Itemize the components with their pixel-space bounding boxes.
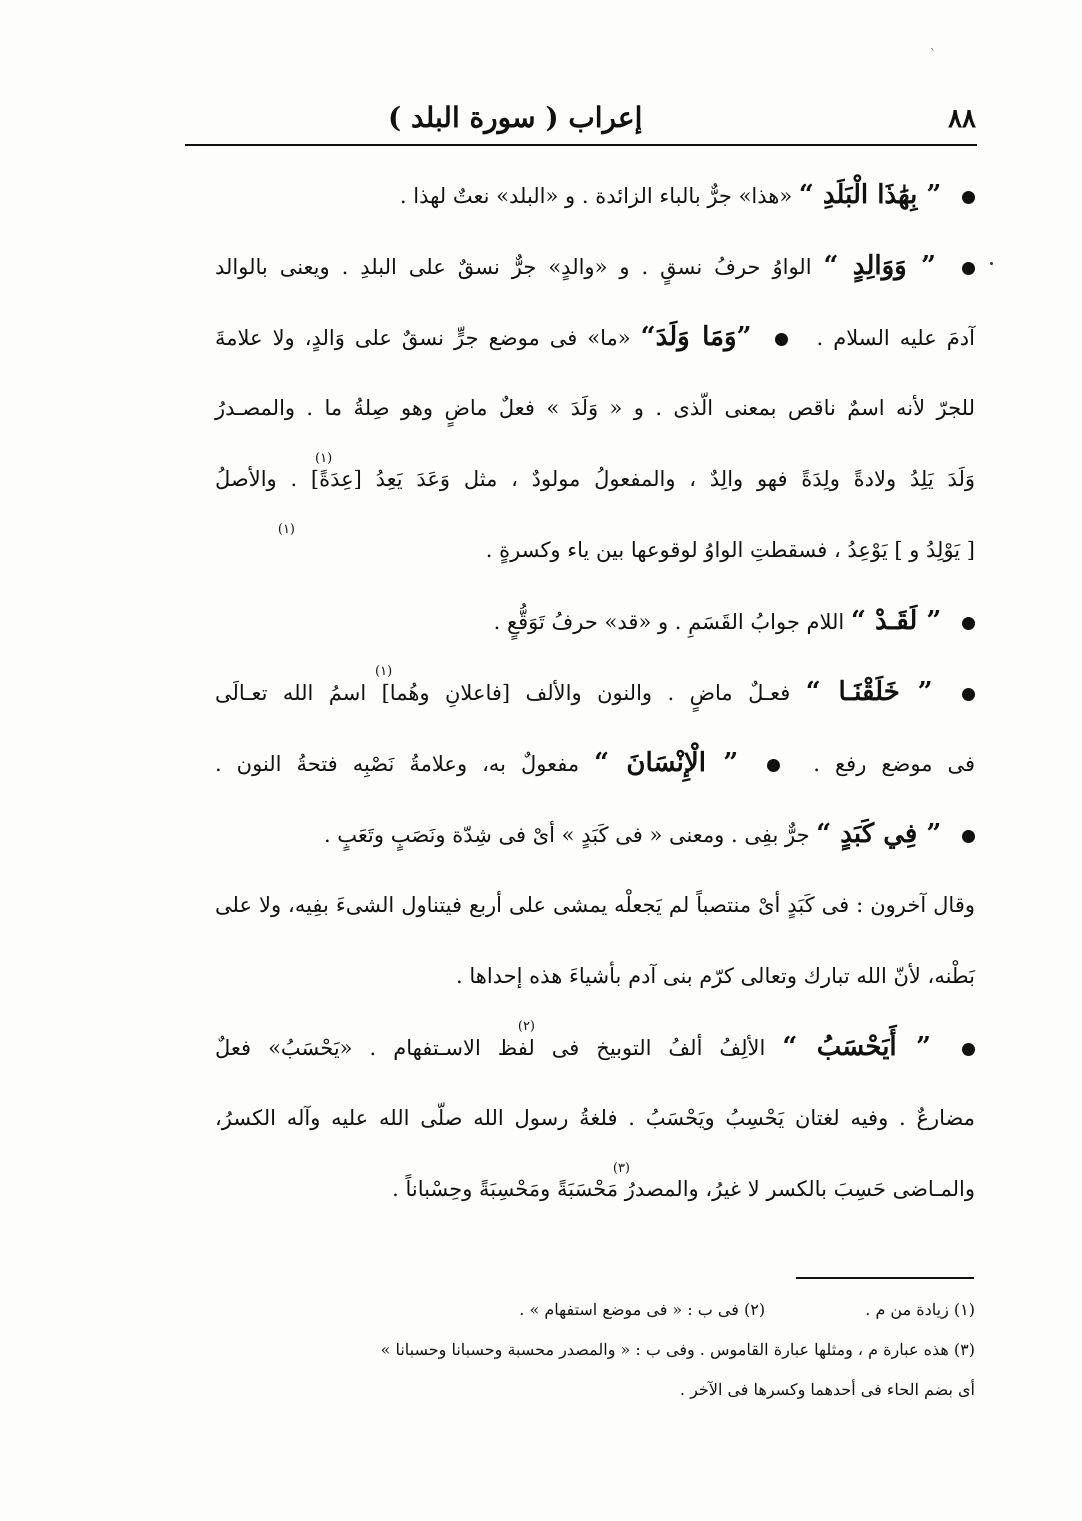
note-marker: (١) [315,451,333,466]
text-line [215,515,975,586]
footnote-row [230,1290,975,1330]
footnote-3-continuation: أى بضم الحاء فى أحدهما وكسرها فى الآخر . [679,1380,975,1399]
line-text: بَطْنه، لأنّ الله تبارك وتعالى كرّم بنى آدم بأشياءَ هذه إحداها . [456,964,975,988]
line-text: جرٌّ بفِى . ومعنى « فى كَبَدٍ » أىْ فى شِدّة ونَصَبٍ وتَعَبٍ . [323,823,810,847]
scan-mark: ˋ [930,47,936,61]
note-marker: (١) [277,522,295,537]
text-line [215,444,975,515]
footnote-1: (١) زيادة من م . [865,1300,975,1319]
quoted-verse: ” الْإِنْسَانَ “ [594,748,739,778]
line-text: الألِفُ ألفُ التوبيخ فى لفظ الاسـتفهام . «يَحْسَبُ» فعلٌ [215,1036,766,1060]
header-rule [185,144,977,146]
line-text: [ يَوْلِدُ و ] يَوْعِدُ ، فسقطتِ الواوُ لوقوعها بين ياء وكسرةٍ . [485,538,975,562]
line-text: آدمَ عليه السلام . [816,326,975,350]
footnote-3: (٣) هذه عبارة م ، ومثلها عبارة القاموس . وفى ب : « والمصدر محسبة وحسبانا وحسبانا » [380,1340,975,1359]
footnote-rule [796,1277,974,1279]
quoted-verse: ” بِهَٰذَا الْبَلَدِ “ [798,180,942,210]
page-title: إعراب ( سورة البلد ) [388,101,643,134]
line-text: فى موضع رفع . [813,752,975,776]
bullet-icon [962,830,975,843]
bullet-icon [962,688,975,701]
footnotes [230,1290,975,1410]
text-line [215,160,975,231]
text-line [215,657,975,728]
page-number: ٨٨ [948,104,976,134]
line-text: «ما» فى موضع جرٍّ نسقٌ على وَالدٍ، ولا علامةَ [215,326,631,350]
quoted-verse: ” وَوَالِدٍ “ [823,251,937,281]
quoted-verse: ” أَيَحْسَبُ “ [782,1032,931,1062]
text-line [215,1154,975,1225]
line-text: والمـاضى حَسِبَ بالكسر لا غيرُ، والمصدرُ مَحْسَبَةً ومَحْسِبَةً وحِسْباناً . [392,1177,975,1201]
text-line [215,302,975,373]
footnote-row [230,1330,975,1370]
page-header [188,86,976,134]
text-line [215,941,975,1012]
line-text: فعـلٌ ماضٍ . والنون والألف [فاعلانِ وهُما] اسمُ الله تعـالَى [215,681,791,705]
note-marker: (٢) [517,1019,535,1034]
bullet-icon [962,617,975,630]
text-line [215,373,975,444]
note-marker: (١) [375,664,393,679]
line-text: وَلَدَ يَلِدُ ولادةً ولِدَةً فهو والِدٌ ، والمفعولُ مولودٌ ، مثل وَعَدَ يَعِدُ [عِدَةً] . والأصلُ [215,467,976,491]
text-line [215,1083,975,1154]
quoted-verse: ”وَمَا وَلَدَ“ [640,322,752,352]
note-marker: (٣) [612,1161,630,1176]
bullet-icon [962,262,975,275]
text-line [215,231,975,302]
line-text: وقال آخرون : فى كَبَدٍ أىْ منتصباً لم يَجعلْه يمشى على أربع فيتناول الشىءَ بفِيه، ولا على [215,893,975,917]
text-line [215,586,975,657]
line-text: مضارعٌ . وفيه لغتان يَحْسِبُ ويَحْسَبُ . فلغةُ رسول الله صلّى الله عليه وآله الكسرُ، [215,1106,975,1130]
main-text [215,160,975,1225]
bullet-icon [962,191,975,204]
text-line [215,1012,975,1083]
quoted-verse: ” لَقَـدْ “ [850,606,942,636]
line-text: للجرّ لأنه اسمٌ ناقص بمعنى الّذى . و « وَلَدَ » فعلٌ ماضٍ وهو صِلةُ ما . والمصـدرُ [215,396,975,420]
margin-speck [990,262,993,265]
footnote-row [230,1370,975,1410]
quoted-verse: ” خَلَقْنَـا “ [805,677,933,707]
bullet-icon [775,333,788,346]
text-line [215,728,975,799]
bullet-icon [767,759,780,772]
footnote-2: (٢) فى ب : « فى موضع استفهام » . [519,1300,766,1319]
line-text: «هذا» جرٌّ بالباء الزائدة . و «البلد» نعتٌ لهذا . [399,184,793,208]
text-line [215,799,975,870]
line-text: الواوُ حرفُ نسقٍ . و «والدٍ» جرٌّ نسقٌ على البلدِ . ويعنى بالوالد [215,255,812,279]
line-text: اللام جوابُ القَسَمِ . و «قد» حرفُ تَوَقُّعٍ . [493,610,845,634]
line-text: مفعولٌ به، وعلامةُ نَصْبِه فتحةُ النون . [215,752,580,776]
text-line [215,870,975,941]
quoted-verse: ” فِي كَبَدٍ “ [816,819,942,849]
bullet-icon [962,1043,975,1056]
